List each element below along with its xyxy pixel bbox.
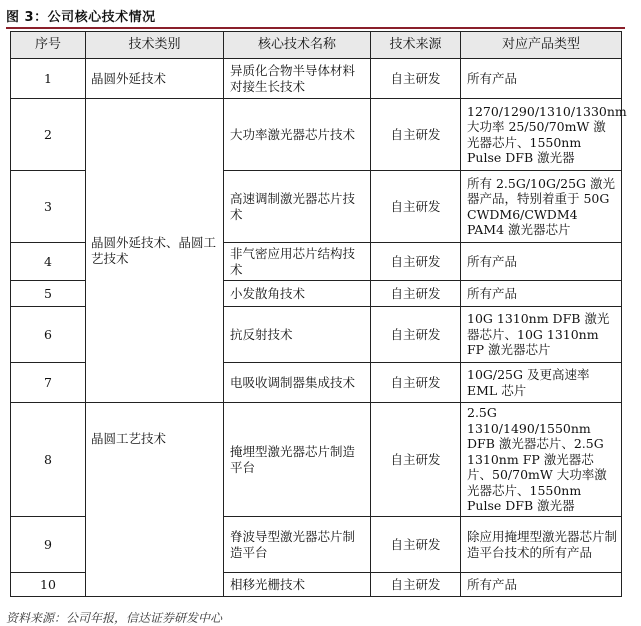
table-row [11, 59, 622, 99]
row-products: 1270/1290/1310/1330nm 大功率 25/50/70mW 激光器芯片、1550nm Pulse DFB 激光器 [461, 99, 622, 171]
row-source: 自主研发 [371, 243, 461, 281]
core-technology-table [10, 31, 627, 597]
table-row [11, 99, 622, 171]
header-products: 对应产品类型 [461, 32, 622, 59]
row-products: 2.5G 1310/1490/1550nm DFB 激光器芯片、2.5G 1310nm FP 激光器芯片、50/70mW 大功率激光器芯片、1550nm Pulse DFB 激光器 [461, 403, 622, 517]
row-core-tech: 脊波导型激光器芯片制造平台 [224, 517, 371, 573]
row-source: 自主研发 [371, 171, 461, 243]
row-source: 自主研发 [371, 281, 461, 307]
row-no: 10 [11, 573, 86, 597]
table-header-row [11, 32, 622, 59]
row-source: 自主研发 [371, 403, 461, 517]
row-category: 晶圆工艺技术 [86, 403, 224, 597]
title-rule [6, 27, 625, 29]
row-core-tech: 相移光栅技术 [224, 573, 371, 597]
row-core-tech: 高速调制激光器芯片技术 [224, 171, 371, 243]
row-no: 3 [11, 171, 86, 243]
row-category: 晶圆外延技术、晶圆工艺技术 [86, 99, 224, 403]
row-category: 晶圆外延技术 [86, 59, 224, 99]
row-source: 自主研发 [371, 363, 461, 403]
row-no: 5 [11, 281, 86, 307]
row-source: 自主研发 [371, 573, 461, 597]
row-products: 所有产品 [461, 573, 622, 597]
row-no: 2 [11, 99, 86, 171]
row-core-tech: 非气密应用芯片结构技术 [224, 243, 371, 281]
header-core-tech: 核心技术名称 [224, 32, 371, 59]
row-core-tech: 异质化合物半导体材料对接生长技术 [224, 59, 371, 99]
table-row [11, 403, 622, 517]
row-source: 自主研发 [371, 517, 461, 573]
row-no: 9 [11, 517, 86, 573]
row-no: 1 [11, 59, 86, 99]
row-products: 10G/25G 及更高速率 EML 芯片 [461, 363, 622, 403]
header-source: 技术来源 [371, 32, 461, 59]
row-source: 自主研发 [371, 59, 461, 99]
figure-title: 图 3：公司核心技术情况 [6, 10, 156, 25]
row-no: 7 [11, 363, 86, 403]
row-core-tech: 抗反射技术 [224, 307, 371, 363]
row-products: 所有 2.5G/10G/25G 激光器产品，特别着重于 50G CWDM6/CWDM4 PAM4 激光器芯片 [461, 171, 622, 243]
row-core-tech: 电吸收调制器集成技术 [224, 363, 371, 403]
header-category: 技术类别 [86, 32, 224, 59]
row-source: 自主研发 [371, 307, 461, 363]
row-source: 自主研发 [371, 99, 461, 171]
header-no: 序号 [11, 32, 86, 59]
row-products: 所有产品 [461, 281, 622, 307]
row-core-tech: 掩埋型激光器芯片制造平台 [224, 403, 371, 517]
row-products: 所有产品 [461, 59, 622, 99]
row-core-tech: 大功率激光器芯片技术 [224, 99, 371, 171]
row-no: 4 [11, 243, 86, 281]
row-products: 除应用掩埋型激光器芯片制造平台技术的所有产品 [461, 517, 622, 573]
row-products: 10G 1310nm DFB 激光器芯片、10G 1310nm FP 激光器芯片 [461, 307, 622, 363]
row-core-tech: 小发散角技术 [224, 281, 371, 307]
source-note: 资料来源：公司年报，信达证券研发中心 [6, 611, 223, 625]
row-no: 6 [11, 307, 86, 363]
row-no: 8 [11, 403, 86, 517]
row-products: 所有产品 [461, 243, 622, 281]
